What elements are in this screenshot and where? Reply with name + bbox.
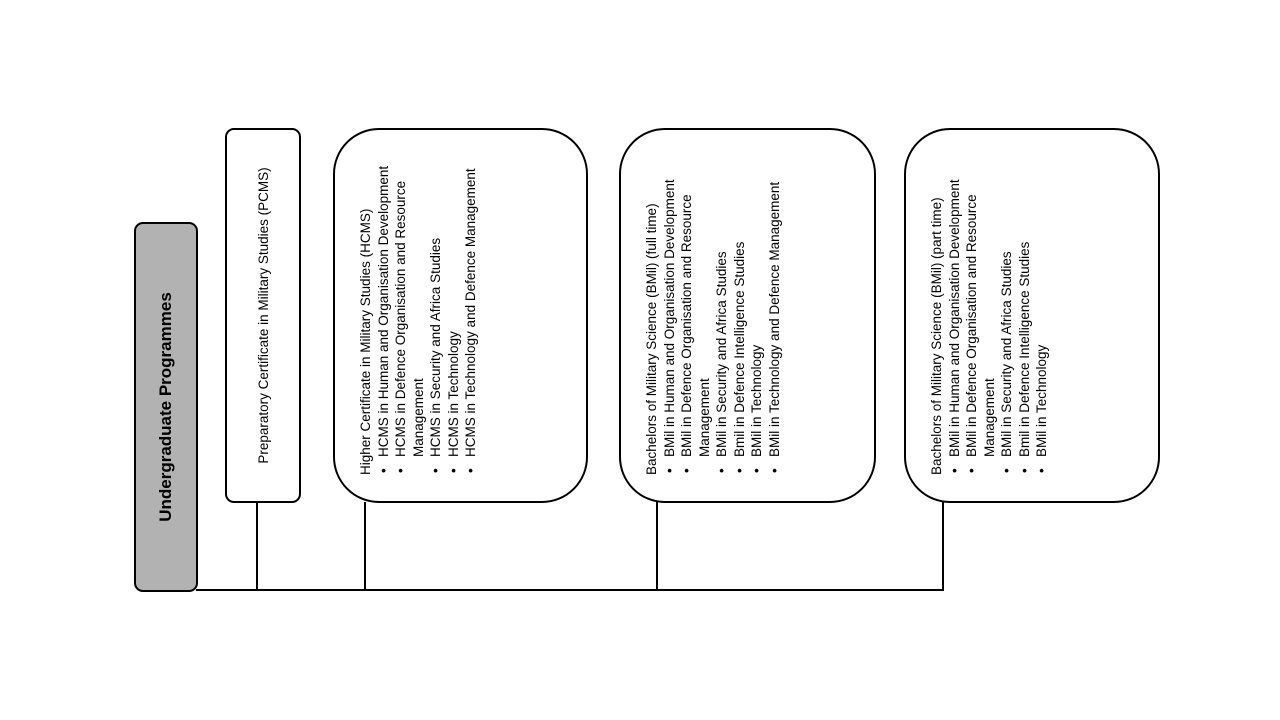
bmil-part-time-node: [904, 128, 1160, 503]
hcms-list: [375, 156, 480, 475]
undergraduate-programmes-label: Undergraduate Programmes: [156, 292, 175, 522]
connector-bmil-full-time: [656, 502, 658, 591]
hcms-item: • HCMS in Security and Africa Studies: [427, 156, 445, 475]
bmil-full-time-item: • BMil in Defence Organisation and Resource Management: [678, 156, 713, 475]
connector-pcms: [256, 502, 258, 591]
bmil-full-time-node: [619, 128, 876, 503]
bmil-part-time-item: • BMil in Human and Organisation Development: [946, 156, 964, 475]
bmil-full-time-item: • BMil in Human and Organisation Development: [661, 156, 679, 475]
bmil-full-time-item: • Bmil in Defence Intelligence Studies: [731, 156, 749, 475]
connector-horizontal: [196, 589, 944, 591]
bmil-full-time-title: Bachelors of Military Science (BMil) (full time): [644, 203, 659, 475]
connector-bmil-part-time: [942, 502, 944, 591]
pcms-label: Preparatory Certificate in Military Studies (PCMS): [255, 167, 271, 464]
bmil-part-time-item: • Bmil in Defence Intelligence Studies: [1016, 156, 1034, 475]
bmil-full-time-list: [661, 156, 784, 475]
pcms-node: [225, 128, 301, 503]
hcms-item: • HCMS in Human and Organisation Development: [375, 156, 393, 475]
bmil-part-time-list: [946, 156, 1051, 475]
bmil-part-time-title: Bachelors of Military Science (BMil) (part time): [929, 197, 944, 475]
hcms-item: • HCMS in Technology and Defence Management: [462, 156, 480, 475]
connector-hcms: [364, 502, 366, 591]
hcms-title: Higher Certificate in Military Studies (HCMS): [358, 208, 373, 475]
bmil-part-time-item: • BMil in Security and Africa Studies: [998, 156, 1016, 475]
hcms-node: [333, 128, 588, 503]
bmil-full-time-item: • BMil in Security and Africa Studies: [713, 156, 731, 475]
undergraduate-programmes-node: [134, 222, 198, 592]
bmil-part-time-item: • BMil in Defence Organisation and Resource Management: [963, 156, 998, 475]
hcms-item: • HCMS in Technology: [445, 156, 463, 475]
hcms-item: • HCMS in Defence Organisation and Resource Management: [392, 156, 427, 475]
bmil-full-time-item: • BMil in Technology: [748, 156, 766, 475]
bmil-full-time-item: • BMil in Technology and Defence Management: [766, 156, 784, 475]
bmil-part-time-item: • BMil in Technology: [1033, 156, 1051, 475]
